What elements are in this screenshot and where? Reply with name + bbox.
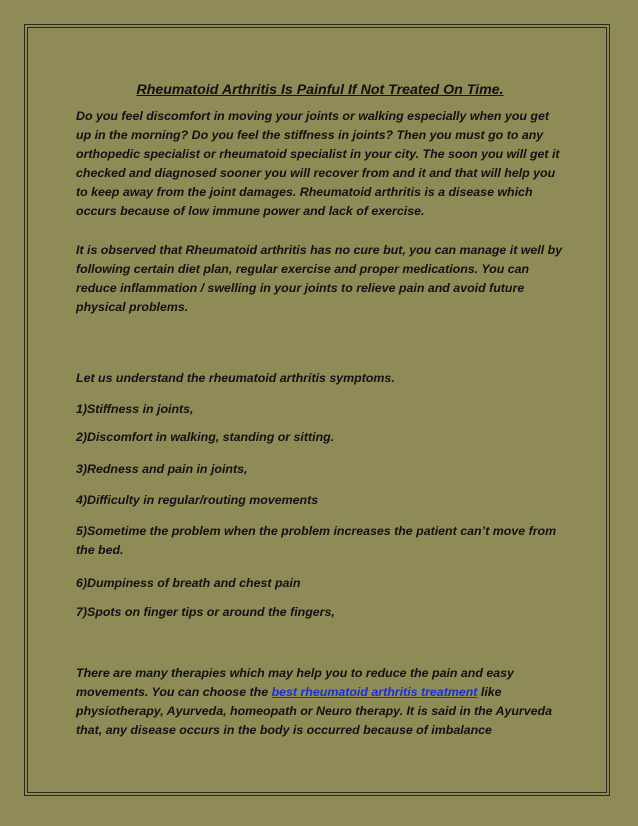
management-paragraph: It is observed that Rheumatoid arthritis has no cure but, you can manage it well by following certain diet plan, regular exercise and proper medications. You can reduce inflammation / swelling in your joints to relieve pain and avoid future physical problems. xyxy=(76,243,563,314)
symptom-item: 2)Discomfort in walking, standing or sitting. xyxy=(76,430,335,444)
symptom-item: 1)Stiffness in joints, xyxy=(76,402,194,416)
therapies-text-start: There are many therapies which may help you to reduce the pain and easy movements. You can choose the xyxy=(76,666,514,699)
symptom-item: 3)Redness and pain in joints, xyxy=(76,462,248,476)
symptom-item: 7)Spots on finger tips or around the fingers, xyxy=(76,605,335,619)
document-title: Rheumatoid Arthritis Is Painful If Not Treated On Time. xyxy=(136,82,504,98)
treatment-link[interactable]: best rheumatoid arthritis treatment xyxy=(271,685,478,699)
symptom-item: 4)Difficulty in regular/routing movements xyxy=(76,493,319,507)
symptoms-intro: Let us understand the rheumatoid arthritis symptoms. xyxy=(76,371,395,385)
intro-paragraph: Do you feel discomfort in moving your joints or walking especially when you get up in the morning? Do you feel the stiffness in joints? Then you must go to any orthopedic specialist or rheumatoid specialist in your city. The soon you will get it checked and diagnosed sooner you will recover from and it and that will help you to keep away from the joint damages. Rheumatoid arthritis is a disease which occurs because of low immune power and lack of exercise. xyxy=(76,109,560,218)
therapies-paragraph xyxy=(76,664,564,740)
therapies-text-end: like physiotherapy, Ayurveda, homeopath or Neuro therapy. It is said in the Ayurveda that, any disease occurs in the body is occurred because of imbalance xyxy=(76,685,552,737)
symptom-item: 6)Dumpiness of breath and chest pain xyxy=(76,576,301,590)
symptom-item: 5)Sometime the problem when the problem increases the patient can’t move from the bed. xyxy=(76,524,557,557)
